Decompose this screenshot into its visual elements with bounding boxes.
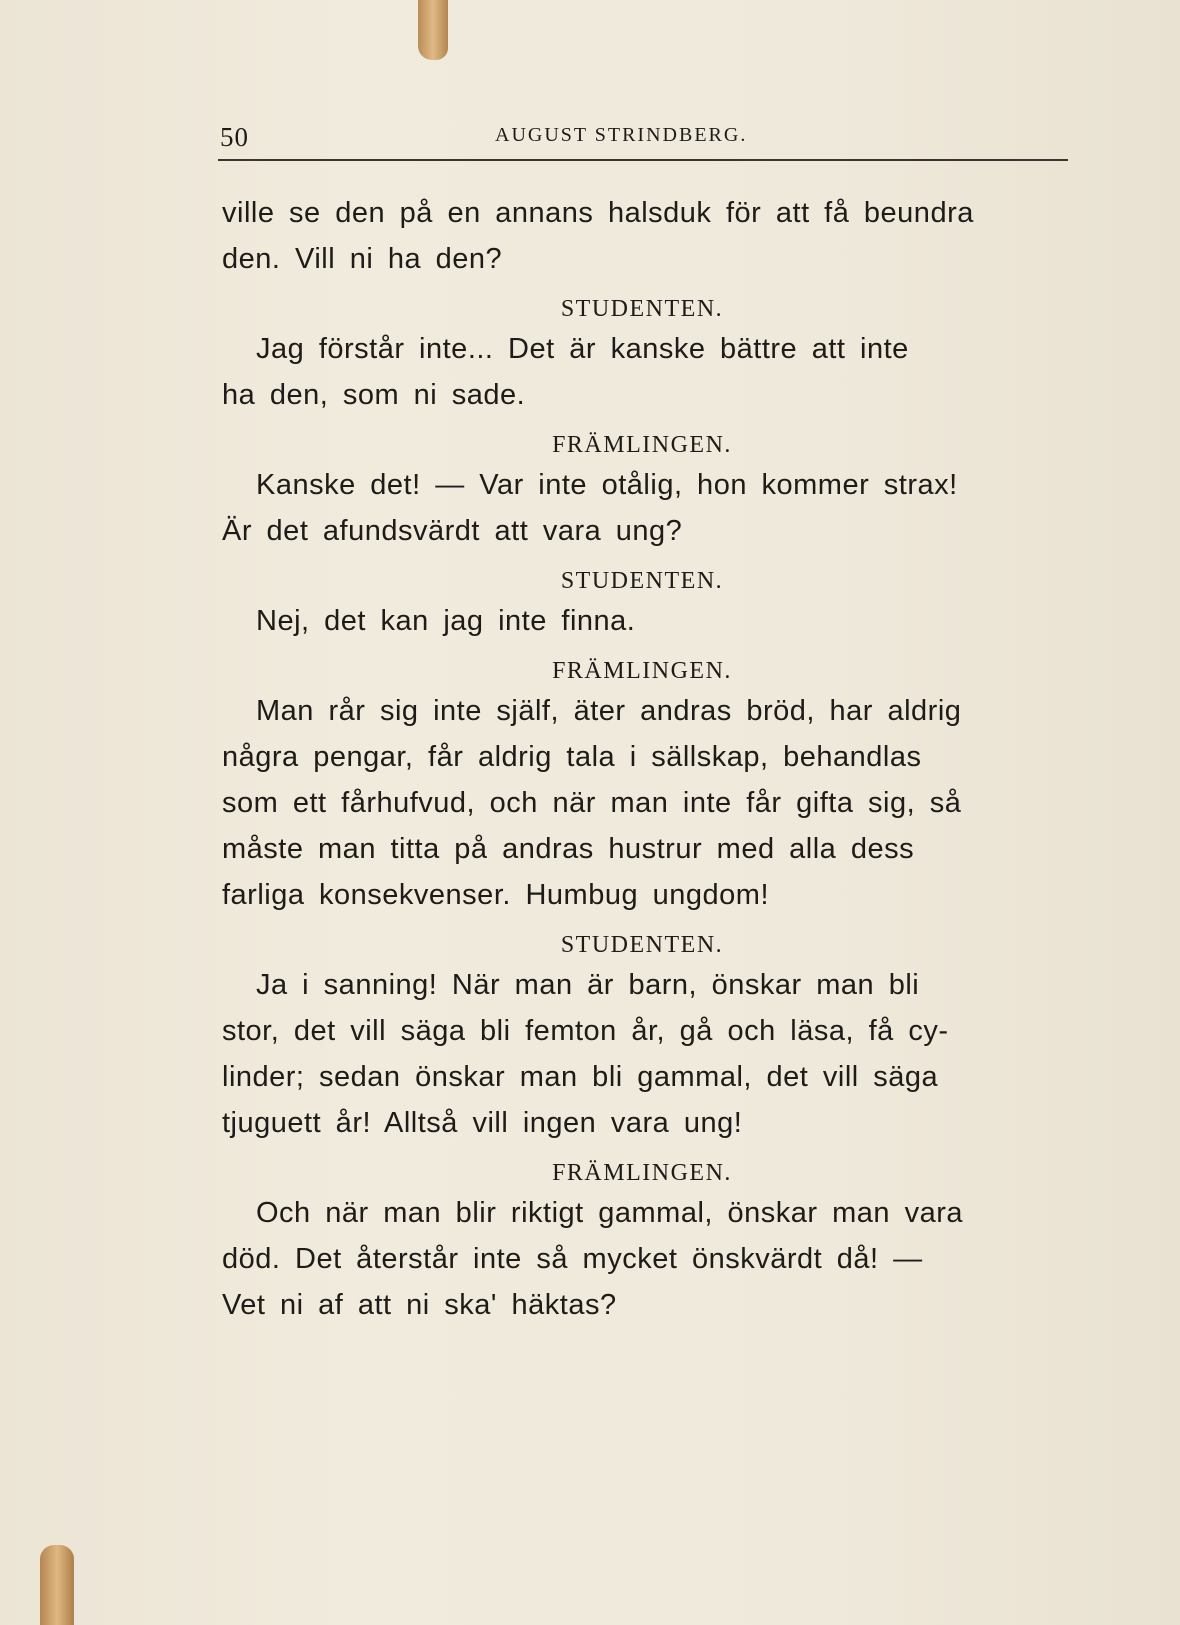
text-line: stor, det vill säga bli femton år, gå och läsa, få cy-	[222, 1015, 949, 1047]
text-line: Och när man blir riktigt gammal, önskar man vara	[256, 1197, 963, 1229]
text-line: den. Vill ni ha den?	[222, 243, 503, 275]
speech-paragraph	[222, 962, 1072, 1146]
header-rule	[218, 159, 1068, 161]
speech-paragraph	[222, 1190, 1072, 1328]
text-line: Jag förstår inte... Det är kanske bättre att inte	[256, 333, 909, 365]
speaker-name: STUDENTEN.	[560, 568, 724, 594]
speech-paragraph	[222, 190, 1072, 282]
speaker-name: FRÄMLINGEN.	[552, 658, 732, 684]
speech-paragraph	[222, 462, 1072, 554]
text-line: Är det afundsvärdt att vara ung?	[222, 515, 683, 547]
speech-paragraph	[222, 326, 1072, 418]
text-line: farliga konsekvenser. Humbug ungdom!	[222, 879, 770, 911]
running-head: AUGUST STRINDBERG.	[495, 124, 748, 146]
text-line: Vet ni af att ni ska' häktas?	[222, 1289, 617, 1321]
speech-paragraph	[222, 688, 1072, 918]
text-line: linder; sedan önskar man bli gammal, det vill säga	[222, 1061, 939, 1093]
dialogue-body	[222, 190, 1072, 1328]
page-header	[220, 112, 1070, 152]
page-tab-marker	[418, 0, 448, 60]
text-line: Man rår sig inte själf, äter andras bröd, har aldrig	[256, 695, 962, 727]
page-tab-marker	[40, 1545, 74, 1625]
speaker-name: FRÄMLINGEN.	[552, 1160, 732, 1186]
text-line: Kanske det! — Var inte otålig, hon kommer strax!	[256, 469, 958, 501]
speech-paragraph	[222, 598, 1072, 644]
text-line: några pengar, får aldrig tala i sällskap, behandlas	[222, 741, 922, 773]
text-line: måste man titta på andras hustrur med alla dess	[222, 833, 915, 865]
page-number: 50	[220, 122, 249, 152]
text-line: tjuguett år! Alltså vill ingen vara ung!	[222, 1107, 743, 1139]
text-line: Nej, det kan jag inte finna.	[256, 605, 636, 637]
speaker-name: STUDENTEN.	[560, 296, 724, 322]
text-line: Ja i sanning! När man är barn, önskar man bli	[256, 969, 920, 1001]
text-line: som ett fårhufvud, och när man inte får gifta sig, så	[222, 787, 962, 819]
speaker-name: STUDENTEN.	[560, 932, 724, 958]
text-line: ha den, som ni sade.	[222, 379, 526, 411]
text-line: död. Det återstår inte så mycket önskvärdt då! —	[222, 1243, 923, 1275]
speaker-name: FRÄMLINGEN.	[552, 432, 732, 458]
text-line: ville se den på en annans halsduk för att få beundra	[222, 197, 974, 229]
